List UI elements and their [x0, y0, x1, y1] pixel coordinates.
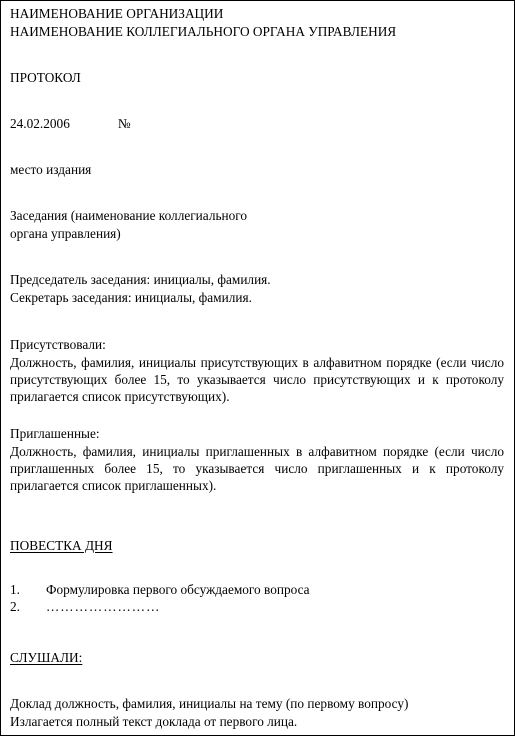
- agenda-item-number: 1.: [10, 582, 20, 597]
- document-date: 24.02.2006: [10, 116, 70, 131]
- agenda-item-text: Формулировка первого обсуждаемого вопроса: [46, 582, 310, 597]
- present-text: Должность, фамилия, инициалы присутствующих в алфавитном порядке (если число присутствующих более 15, то указывается число присутствующих и к протоколу прилагается список присутствующих).: [10, 355, 504, 404]
- agenda-list: [10, 581, 504, 615]
- board-name: НАИМЕНОВАНИЕ КОЛЛЕГИАЛЬНОГО ОРГАНА УПРАВЛЕНИЯ: [10, 24, 397, 39]
- agenda-item-number: 2.: [10, 599, 20, 614]
- list-item: [10, 598, 504, 615]
- organization-name: НАИМЕНОВАНИЕ ОРГАНИЗАЦИИ: [10, 6, 224, 21]
- heard-line-1: Доклад должность, фамилия, инициалы на тему (по первому вопросу): [10, 696, 409, 711]
- present-label: Присутствовали:: [10, 337, 106, 352]
- session-line-2: органа управления): [10, 226, 121, 241]
- list-item: [10, 581, 504, 598]
- agenda-item-text: ……………………: [46, 599, 161, 614]
- invited-text: Должность, фамилия, инициалы приглашенных в алфавитном порядке (если число приглашенных более 15, то указывается число приглашенных и к протоколу прилагается список приглашенных).: [10, 444, 504, 493]
- date-number-line: [10, 115, 504, 132]
- document-type: ПРОТОКОЛ: [10, 70, 81, 85]
- invited-label: Приглашенные:: [10, 426, 100, 441]
- place-of-issue: место издания: [10, 162, 92, 177]
- heard-title: СЛУШАЛИ:: [10, 650, 83, 665]
- heard-line-2: Излагается полный текст доклада от первого лица.: [10, 714, 298, 729]
- document-number-sign: №: [117, 116, 131, 131]
- session-line-1: Заседания (наименование коллегиального: [10, 208, 248, 223]
- agenda-title: ПОВЕСТКА ДНЯ: [10, 538, 113, 553]
- secretary-line: Секретарь заседания: инициалы, фамилия.: [10, 290, 252, 305]
- chairman-line: Председатель заседания: инициалы, фамилия.: [10, 272, 271, 287]
